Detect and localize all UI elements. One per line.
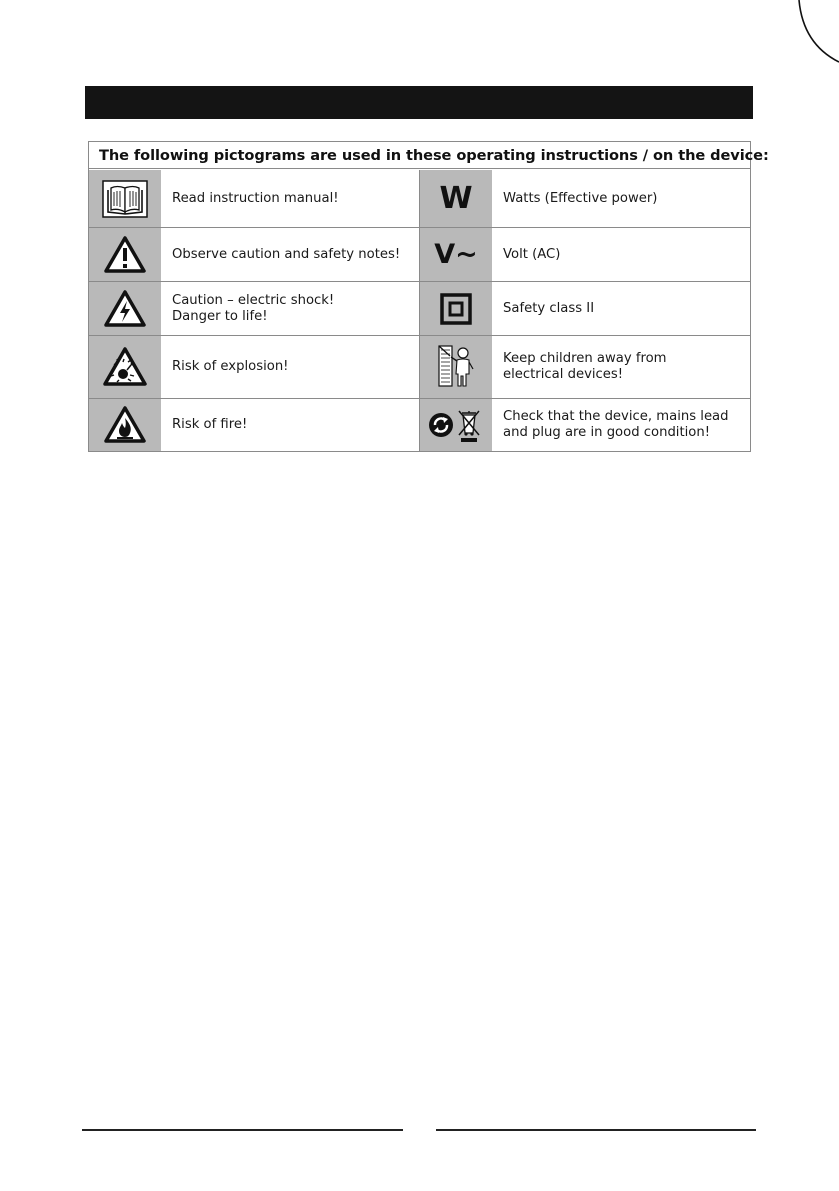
watt-icon (420, 170, 492, 227)
double-insulation-icon (420, 282, 492, 335)
volt-symbol: V~ (434, 239, 478, 270)
pictogram-label (161, 228, 419, 281)
warning-icon (89, 228, 161, 281)
footer-rule-left (82, 1129, 403, 1131)
label-line: Read instruction manual! (172, 190, 339, 206)
label-line: Check that the device, mains lead (503, 409, 729, 424)
footer-rule-right (436, 1129, 756, 1131)
pictogram-label (161, 170, 419, 227)
label-line: Keep children away from (503, 351, 667, 366)
volt-ac-icon (420, 228, 492, 281)
explosion-icon (89, 336, 161, 398)
pictogram-label (492, 399, 750, 451)
watt-symbol: W (439, 181, 473, 216)
table-header: The following pictograms are used in these operating instructions / on the device: (89, 142, 750, 169)
label-line: Volt (AC) (503, 246, 561, 262)
page-corner-curl (779, 0, 839, 70)
fire-icon (89, 399, 161, 451)
label-line: Risk of fire! (172, 417, 248, 432)
label-line: and plug are in good condition! (503, 425, 711, 440)
label-line: Watts (Effective power) (503, 190, 658, 206)
label-line: Observe caution and safety notes! (172, 246, 401, 262)
keep-children-away-icon (420, 336, 492, 398)
pictogram-label (492, 170, 750, 227)
pictogram-label (492, 336, 750, 398)
label-line: electrical devices! (503, 367, 624, 382)
pictogram-label (492, 228, 750, 281)
section-header-bar (85, 86, 753, 119)
pictogram-label (161, 336, 419, 398)
label-line: Danger to life! (172, 308, 268, 324)
pictogram-label (492, 282, 750, 335)
label-line: Risk of explosion! (172, 359, 289, 374)
label-line: Caution – electric shock! (172, 292, 335, 308)
recycling-disposal-icon (420, 399, 492, 451)
pictogram-label (161, 282, 419, 335)
book-icon (89, 170, 161, 227)
pictogram-table (88, 141, 769, 452)
label-line: Safety class II (503, 300, 595, 316)
electric-shock-icon (89, 282, 161, 335)
pictogram-label (161, 399, 419, 451)
